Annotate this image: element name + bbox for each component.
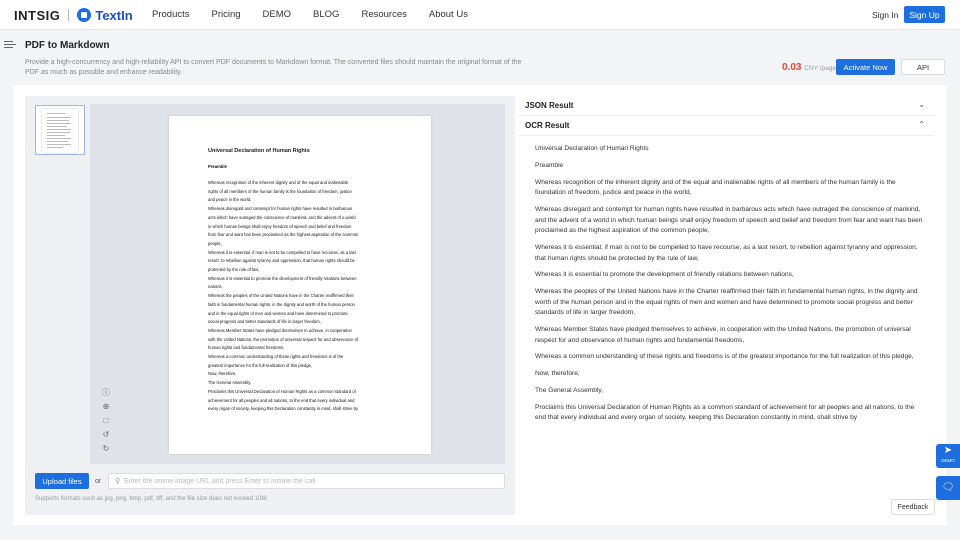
- document-line: protected by the rule of law,: [208, 267, 260, 272]
- document-line: social progress and better standards of life in larger freedom,: [208, 319, 321, 325]
- top-navigation: [0, 0, 960, 30]
- ocr-result-label: OCR Result: [525, 121, 570, 130]
- document-line: people,: [208, 240, 222, 246]
- document-line: nations,: [208, 284, 223, 290]
- document-line: Whereas it is essential, if man is not to be compelled to have recourse, as a last: [208, 249, 356, 255]
- url-input-box[interactable]: [108, 473, 505, 489]
- document-line: Proclaims this Universal Declaration of Human Rights as a common standard of: [208, 388, 356, 394]
- page-description: Provide a high-concurrency and high-reliability API to convert PDF documents to Markdown format. The converted files should maintain the original format of the PDF as much as possible and enhance readability.: [25, 59, 522, 76]
- ocr-paragraph: Proclaims this Universal Declaration of Human Rights as a common standard of achievement for all peoples and all nations, to the end that every individual and every organ of society, keeping this Declaration constantly in mind, shall strive by: [535, 403, 915, 422]
- document-line: resort, to rebellion against tyranny and oppression, that human rights should be: [208, 258, 355, 264]
- chevron-down-icon: ⌄: [918, 100, 925, 109]
- or-label: or: [95, 478, 102, 485]
- document-line: and in the equal rights of men and women and have determined to promote: [208, 310, 348, 316]
- document-line: with the United Nations, the promotion of universal respect for and observance of: [208, 336, 359, 342]
- document-line: achievement for all peoples and all nations, to the end that every individual and: [208, 397, 355, 403]
- rotate-left-icon[interactable]: ↺: [102, 430, 110, 439]
- document-line: Whereas recognition of the inherent dignity and of the equal and inalienable: [208, 180, 349, 185]
- fit-page-icon[interactable]: □: [103, 416, 109, 425]
- intsig-logo-text: INTSIG: [14, 7, 61, 23]
- document-page: [169, 116, 431, 454]
- url-input[interactable]: [124, 478, 494, 485]
- demo-float-label: DEMO: [941, 458, 955, 463]
- ocr-paragraph: Whereas recognition of the inherent dignity and of the equal and inalienable rights of all members of the human family is the foundation of freedom, justice and peace in the world,: [535, 178, 896, 197]
- rotate-right-icon[interactable]: ↻: [102, 444, 110, 453]
- document-line: The General Assembly,: [208, 380, 252, 386]
- document-line: Whereas a common understanding of these rights and freedoms is of the: [208, 354, 344, 359]
- activate-now-button[interactable]: Activate Now: [836, 59, 895, 75]
- price-unit: CNY /page: [804, 65, 836, 72]
- brand-logo[interactable]: [14, 7, 133, 23]
- sign-in-link[interactable]: Sign In: [872, 10, 899, 20]
- document-line: Whereas Member States have pledged themselves to achieve, in cooperation: [208, 327, 352, 333]
- document-line: acts which have outraged the conscience of mankind, and the advent of a world: [208, 214, 356, 220]
- sign-up-button[interactable]: Sign Up: [904, 6, 945, 23]
- nav-demo[interactable]: DEMO: [262, 9, 292, 20]
- ocr-paragraph: Universal Declaration of Human Rights: [535, 145, 649, 152]
- ocr-paragraph: Whereas the peoples of the United Nations have in the Charter reaffirmed their faith in fundamental human rights, in the dignity and worth of the human person and in the equal rights of men and women and have determined to promote social progress and better standards of life in larger freedom,: [535, 288, 918, 317]
- ocr-paragraph: Preamble: [535, 161, 564, 169]
- price-display: [782, 62, 836, 73]
- document-line: Whereas disregard and contempt for human rights have resulted in barbarous: [208, 206, 353, 212]
- nav-resources[interactable]: Resources: [361, 9, 407, 20]
- ocr-paragraph: Whereas disregard and contempt for human rights have resulted in barbarous acts which have outraged the conscience of mankind, and the advent of a world in which human beings shall enjoy freedom of speech and belief and freedom from fear and want has been proclaimed as the highest aspiration of the common people,: [535, 205, 923, 235]
- thumbnail-page: [42, 109, 78, 153]
- document-line: from fear and want has been proclaimed as the highest aspiration of the common: [208, 232, 359, 238]
- document-line: every organ of society, keeping this Declaration constantly in mind, shall strive by: [208, 406, 359, 412]
- nav-pricing[interactable]: Pricing: [211, 9, 241, 20]
- nav-blog[interactable]: BLOG: [313, 9, 340, 20]
- ocr-paragraph: Whereas it is essential to promote the development of friendly relations between nations,: [535, 271, 794, 279]
- ocr-result-accordion[interactable]: [519, 116, 935, 136]
- ocr-result-text: [535, 144, 927, 430]
- page-thumbnail[interactable]: [35, 105, 85, 155]
- document-title: Universal Declaration of Human Rights: [208, 148, 310, 154]
- chevron-up-icon: ⌃: [918, 120, 925, 129]
- document-line: faith in fundamental human rights, in the dignity and worth of the human person: [208, 301, 355, 307]
- json-result-accordion[interactable]: [519, 96, 935, 116]
- ocr-paragraph: Whereas Member States have pledged themselves to achieve, in cooperation with the United Nations, the promotion of universal respect for and observance of human rights and fundamental freedoms,: [535, 326, 911, 344]
- document-line: in which human beings shall enjoy freedom of speech and belief and freedom: [208, 223, 352, 229]
- tool-info-icon[interactable]: ⓘ: [102, 388, 110, 397]
- feedback-button[interactable]: Feedback: [891, 499, 935, 515]
- send-icon: ➤: [943, 445, 953, 456]
- viewer-toolbar: [99, 386, 113, 458]
- json-result-label: JSON Result: [525, 101, 574, 110]
- textin-logo-text: TextIn: [95, 7, 133, 23]
- document-line: Whereas the peoples of the United Nations have in the Charter reaffirmed their: [208, 293, 354, 299]
- menu-fold-icon[interactable]: [4, 40, 16, 50]
- chat-icon[interactable]: 🗨: [936, 476, 960, 500]
- demo-float-button[interactable]: [936, 444, 960, 468]
- document-line: Whereas it is essential to promote the development of friendly relations between: [208, 275, 357, 281]
- nav-about-us[interactable]: About Us: [428, 9, 468, 20]
- ocr-paragraph: Whereas a common understanding of these rights and freedoms is of the greatest importance for the full realization of this pledge,: [535, 353, 914, 361]
- ocr-paragraph: The General Assembly,: [535, 386, 604, 394]
- upload-files-button[interactable]: Upload files: [35, 473, 89, 489]
- api-button[interactable]: API: [901, 59, 945, 75]
- document-line: greatest importance for the full realization of this pledge,: [208, 362, 313, 368]
- document-line: Preamble: [208, 164, 227, 169]
- textin-logo-icon: [77, 8, 91, 22]
- search-icon: ⚲: [115, 478, 121, 485]
- ocr-paragraph: Now, therefore,: [535, 370, 580, 378]
- logo-divider: [68, 9, 69, 21]
- page-title: PDF to Markdown: [25, 40, 110, 51]
- price-value: 0.03: [782, 62, 802, 73]
- document-line: rights of all members of the human family is the foundation of freedom, justice: [208, 188, 352, 194]
- main-menu: [152, 9, 490, 20]
- document-line: and peace in the world,: [208, 197, 252, 203]
- document-line: human rights and fundamental freedoms,: [208, 345, 285, 351]
- zoom-in-icon[interactable]: ⊕: [102, 402, 110, 411]
- ocr-paragraph: Whereas it is essential, if man is not to be compelled to have recourse, as a last resort, to rebellion against tyranny and oppression, that human rights should be protected by the rule of law,: [535, 243, 918, 262]
- supported-formats-note: Supports formats such as jpg, png, bmp, pdf, tiff, and the file size does not exceed 10M.: [35, 496, 269, 502]
- nav-products[interactable]: Products: [152, 9, 190, 20]
- document-line: Now, therefore,: [208, 371, 237, 377]
